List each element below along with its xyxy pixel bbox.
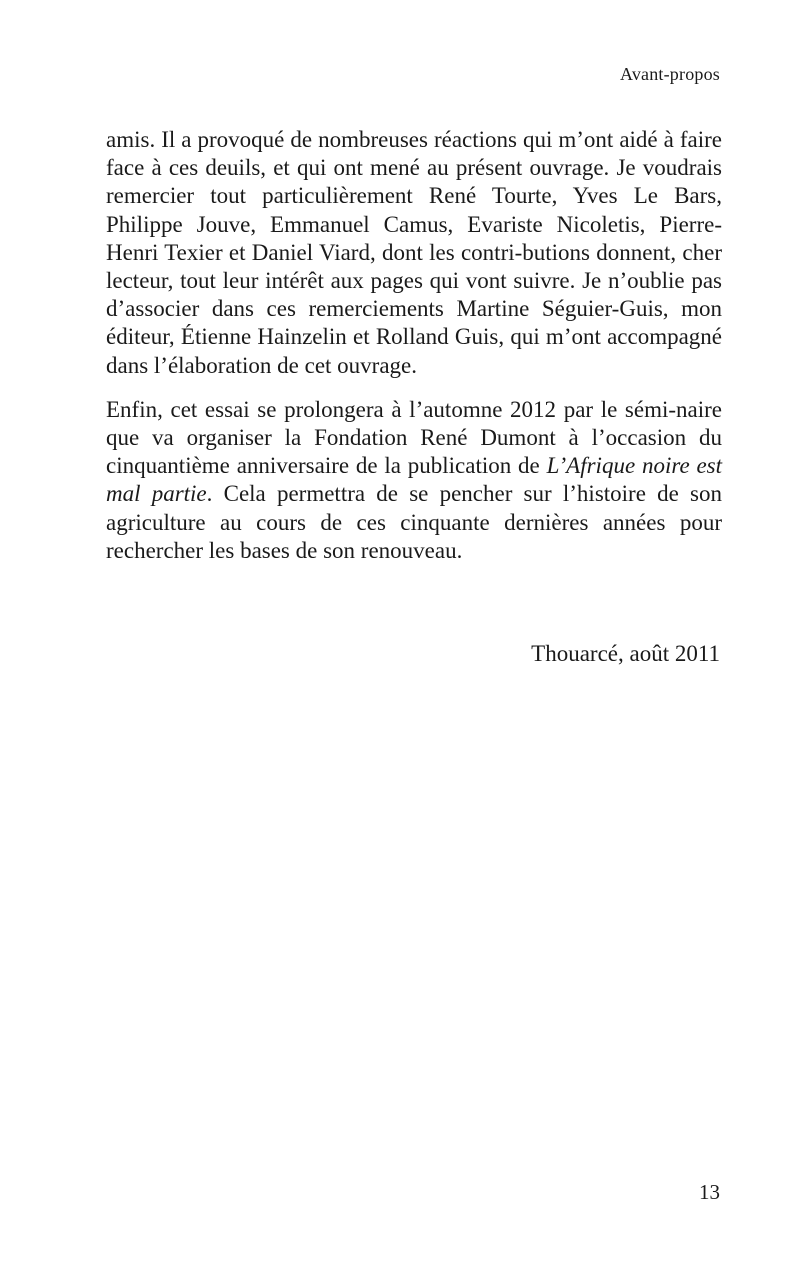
text-line: de son agriculture au cours de ces cinquante dernières années: [106, 481, 723, 535]
text-line: . Cela permettra de se pencher sur l’histoire: [206, 481, 646, 507]
running-header: Avant-propos: [619, 64, 720, 84]
text-line: Je voudrais remercier tout particulièrement René Tourte,: [106, 155, 722, 209]
signature-place-date: Thouarcé, août 2011: [531, 641, 720, 666]
text-line: Rolland Guis, qui m’ont accompagné dans l’élaboration de: [106, 324, 723, 378]
text-line: vont suivre. Je n’oublie pas d’associer dans ces remerciements: [106, 268, 722, 322]
text-line: à faire face à ces deuils, et qui ont mené au présent ouvrage.: [106, 127, 723, 181]
page-number: 13: [699, 1180, 720, 1204]
text-line: Enfin, cet essai se prolongera à l’automne 2012 par le sémi-: [106, 396, 677, 422]
paragraph-seminar: [106, 396, 722, 565]
text-line: Yves Le Bars, Philippe Jouve, Emmanuel Camus, Evariste: [106, 183, 722, 237]
paragraph-acknowledgements: [106, 126, 722, 380]
text-line: amis. Il a provoqué de nombreuses réactions qui m’ont aidé: [106, 127, 658, 152]
text-line: naire que va organiser la Fondation René Dumont à l’occasion: [106, 396, 722, 451]
text-line: pour rechercher les bases de son renouveau.: [106, 509, 723, 563]
book-title-italic: noire est mal partie: [106, 453, 722, 507]
body-text: [106, 126, 722, 565]
text-line: cet ouvrage.: [304, 352, 418, 378]
text-line: butions donnent, cher lecteur, tout leur intérêt aux pages qui: [106, 239, 722, 294]
text-line: Martine Séguier-Guis, mon éditeur, Étienne Hainzelin et: [106, 296, 723, 350]
book-title-italic: L’Afrique: [546, 453, 636, 479]
text-line: du cinquantième anniversaire de la publication de: [106, 425, 722, 479]
text-line: Nicoletis, Pierre-Henri Texier et Daniel Viard, dont les contri-: [106, 211, 722, 265]
